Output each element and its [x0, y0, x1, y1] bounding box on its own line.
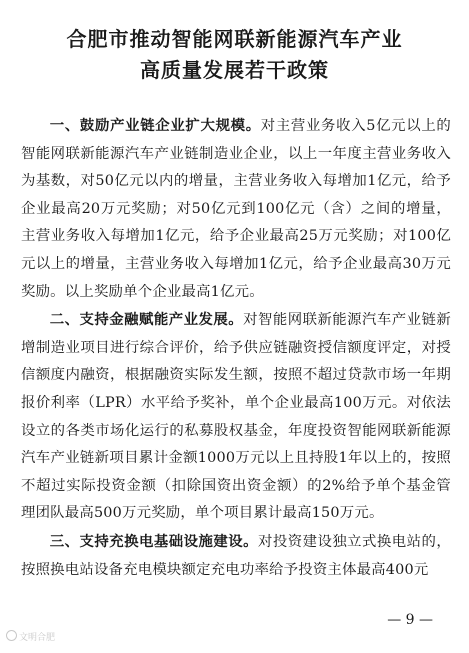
section-1 — [21, 112, 451, 306]
section-1-text: 对主营业务收入5亿元以上的智能网联新能源汽车产业链制造业企业，以上一年度主营业务收入为基数，对50亿元以内的增量，主营业务收入每增加1亿元，给予企业最高20万元奖励；对50亿元到100亿元（含）之间的增量，主营业务收入每增加1亿元，给予企业最高25万元奖励；对100亿元以上的增量，主营业务收入每增加1亿元，给予企业最高30万元奖励。以上奖励单个企业最高1亿元。 — [21, 118, 451, 300]
watermark-logo-icon — [6, 630, 17, 641]
section-2-heading: 二、支持金融赋能产业发展。 — [49, 311, 244, 329]
section-1-heading: 一、鼓励产业链企业扩大规模。 — [49, 117, 261, 134]
section-2-text: 对智能网联新能源汽车产业链新增制造业项目进行综合评价，给予供应链融资授信额度评定，对授信额度内融资，根据融资实际发生额，按照不超过贷款市场一年期报价利率（LPR）水平给予奖补，单个企业最高100万元。对依法设立的各类市场化运行的私募股权基金，年度投资智能网联新能源汽车产业链新项目累计金额1000万元以上且持股1年以上的，按照不超过实际投资金额（扣除国资出资金额）的2%给予单个基金管理团队最高500万元奖励，单个项目累计最高150万元。 — [21, 312, 451, 522]
title-line-1: 合肥市推动智能网联新能源汽车产业 — [66, 27, 403, 51]
page-number: — 9 — — [387, 612, 433, 628]
title-line-2: 高质量发展若干政策 — [140, 58, 329, 82]
watermark-text: 文明合肥 — [19, 633, 56, 643]
watermark — [6, 630, 55, 643]
section-3-text: 对投资建设独立式换电站的，按照换电站设备充电模块额定充电功率给予投资主体最高400元 — [21, 533, 451, 578]
section-2 — [21, 306, 451, 528]
document-title — [0, 24, 469, 86]
section-3 — [21, 528, 451, 584]
document-body — [21, 112, 451, 584]
section-3-heading: 三、支持充换电基础设施建设。 — [49, 532, 258, 550]
